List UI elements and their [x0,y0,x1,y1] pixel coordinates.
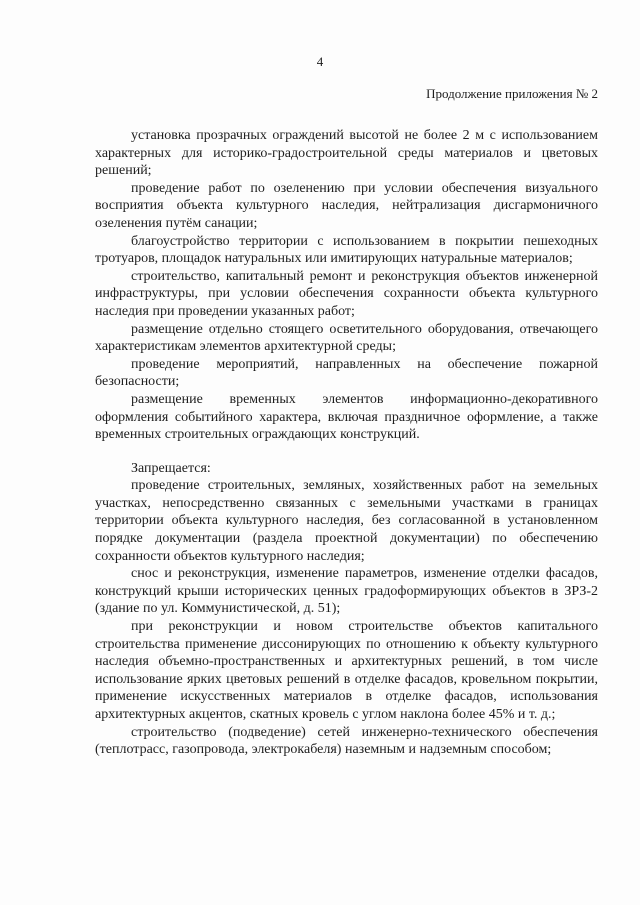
appendix-continuation-note: Продолжение приложения № 2 [426,86,598,101]
allowed-item: благоустройство территории с использованием в покрытии пешеходных тротуаров, площадок натуральных или имитирующих натуральные материалов; [95,233,598,267]
allowed-item: установка прозрачных ограждений высотой не более 2 м с использованием характерных для историко-градостроительной среды материалов и цветовых решений; [95,128,598,179]
allowed-item: проведение работ по озеленению при условии обеспечения визуального восприятия объекта культурного наследия, нейтрализация дисгармоничного озеленения путём санации; [95,180,598,231]
prohibited-item: проведение строительных, земляных, хозяйственных работ на земельных участках, непосредственно связанных с земельными участками в границах территории объекта культурного наследия, без согласованной в установленном порядке документации (раздела проектной документации) по обеспечению сохранности объектов культурного наследия; [95,478,598,564]
prohibited-heading: Запрещается: [131,460,211,476]
prohibited-item: при реконструкции и новом строительстве объектов капитального строительства применение диссонирующих по отношению к объекту культурного наследия объемно-пространственных и архитектурных решений, в том числе использование ярких цветовых решений в отделке фасадов, кровельном покрытии, применение искусственных материалов в отделке фасадов, использования архитектурных акцентов, скатных кровель с углом наклона более 45% и т. д.; [95,619,598,722]
section-spacer [95,444,598,460]
prohibited-item: снос и реконструкция, изменение параметров, изменение отделки фасадов, конструкций крыши исторических ценных градоформирующих объектов в ЗРЗ-2 (здание по ул. Коммунистической, д. 51); [95,566,598,617]
allowed-item: размещение временных элементов информационно-декоративного оформления событийного характера, включая праздничное оформление, а также временных строительных ограждающих конструкций. [95,391,598,443]
document-body [95,127,598,759]
allowed-item: проведение мероприятий, направленных на обеспечение пожарной безопасности; [95,356,598,390]
prohibited-item: строительство (подведение) сетей инженерно-технического обеспечения (теплотрасс, газопровода, электрокабеля) наземным и надземным способом; [95,724,598,758]
allowed-item: строительство, капитальный ремонт и реконструкция объектов инженерной инфраструктуры, при условии обеспечения сохранности объекта культурного наследия при проведении указанных работ; [95,268,598,319]
page-number: 4 [316,54,324,69]
allowed-item: размещение отдельно стоящего осветительного оборудования, отвечающего характеристикам элементов архитектурной среды; [95,321,598,355]
